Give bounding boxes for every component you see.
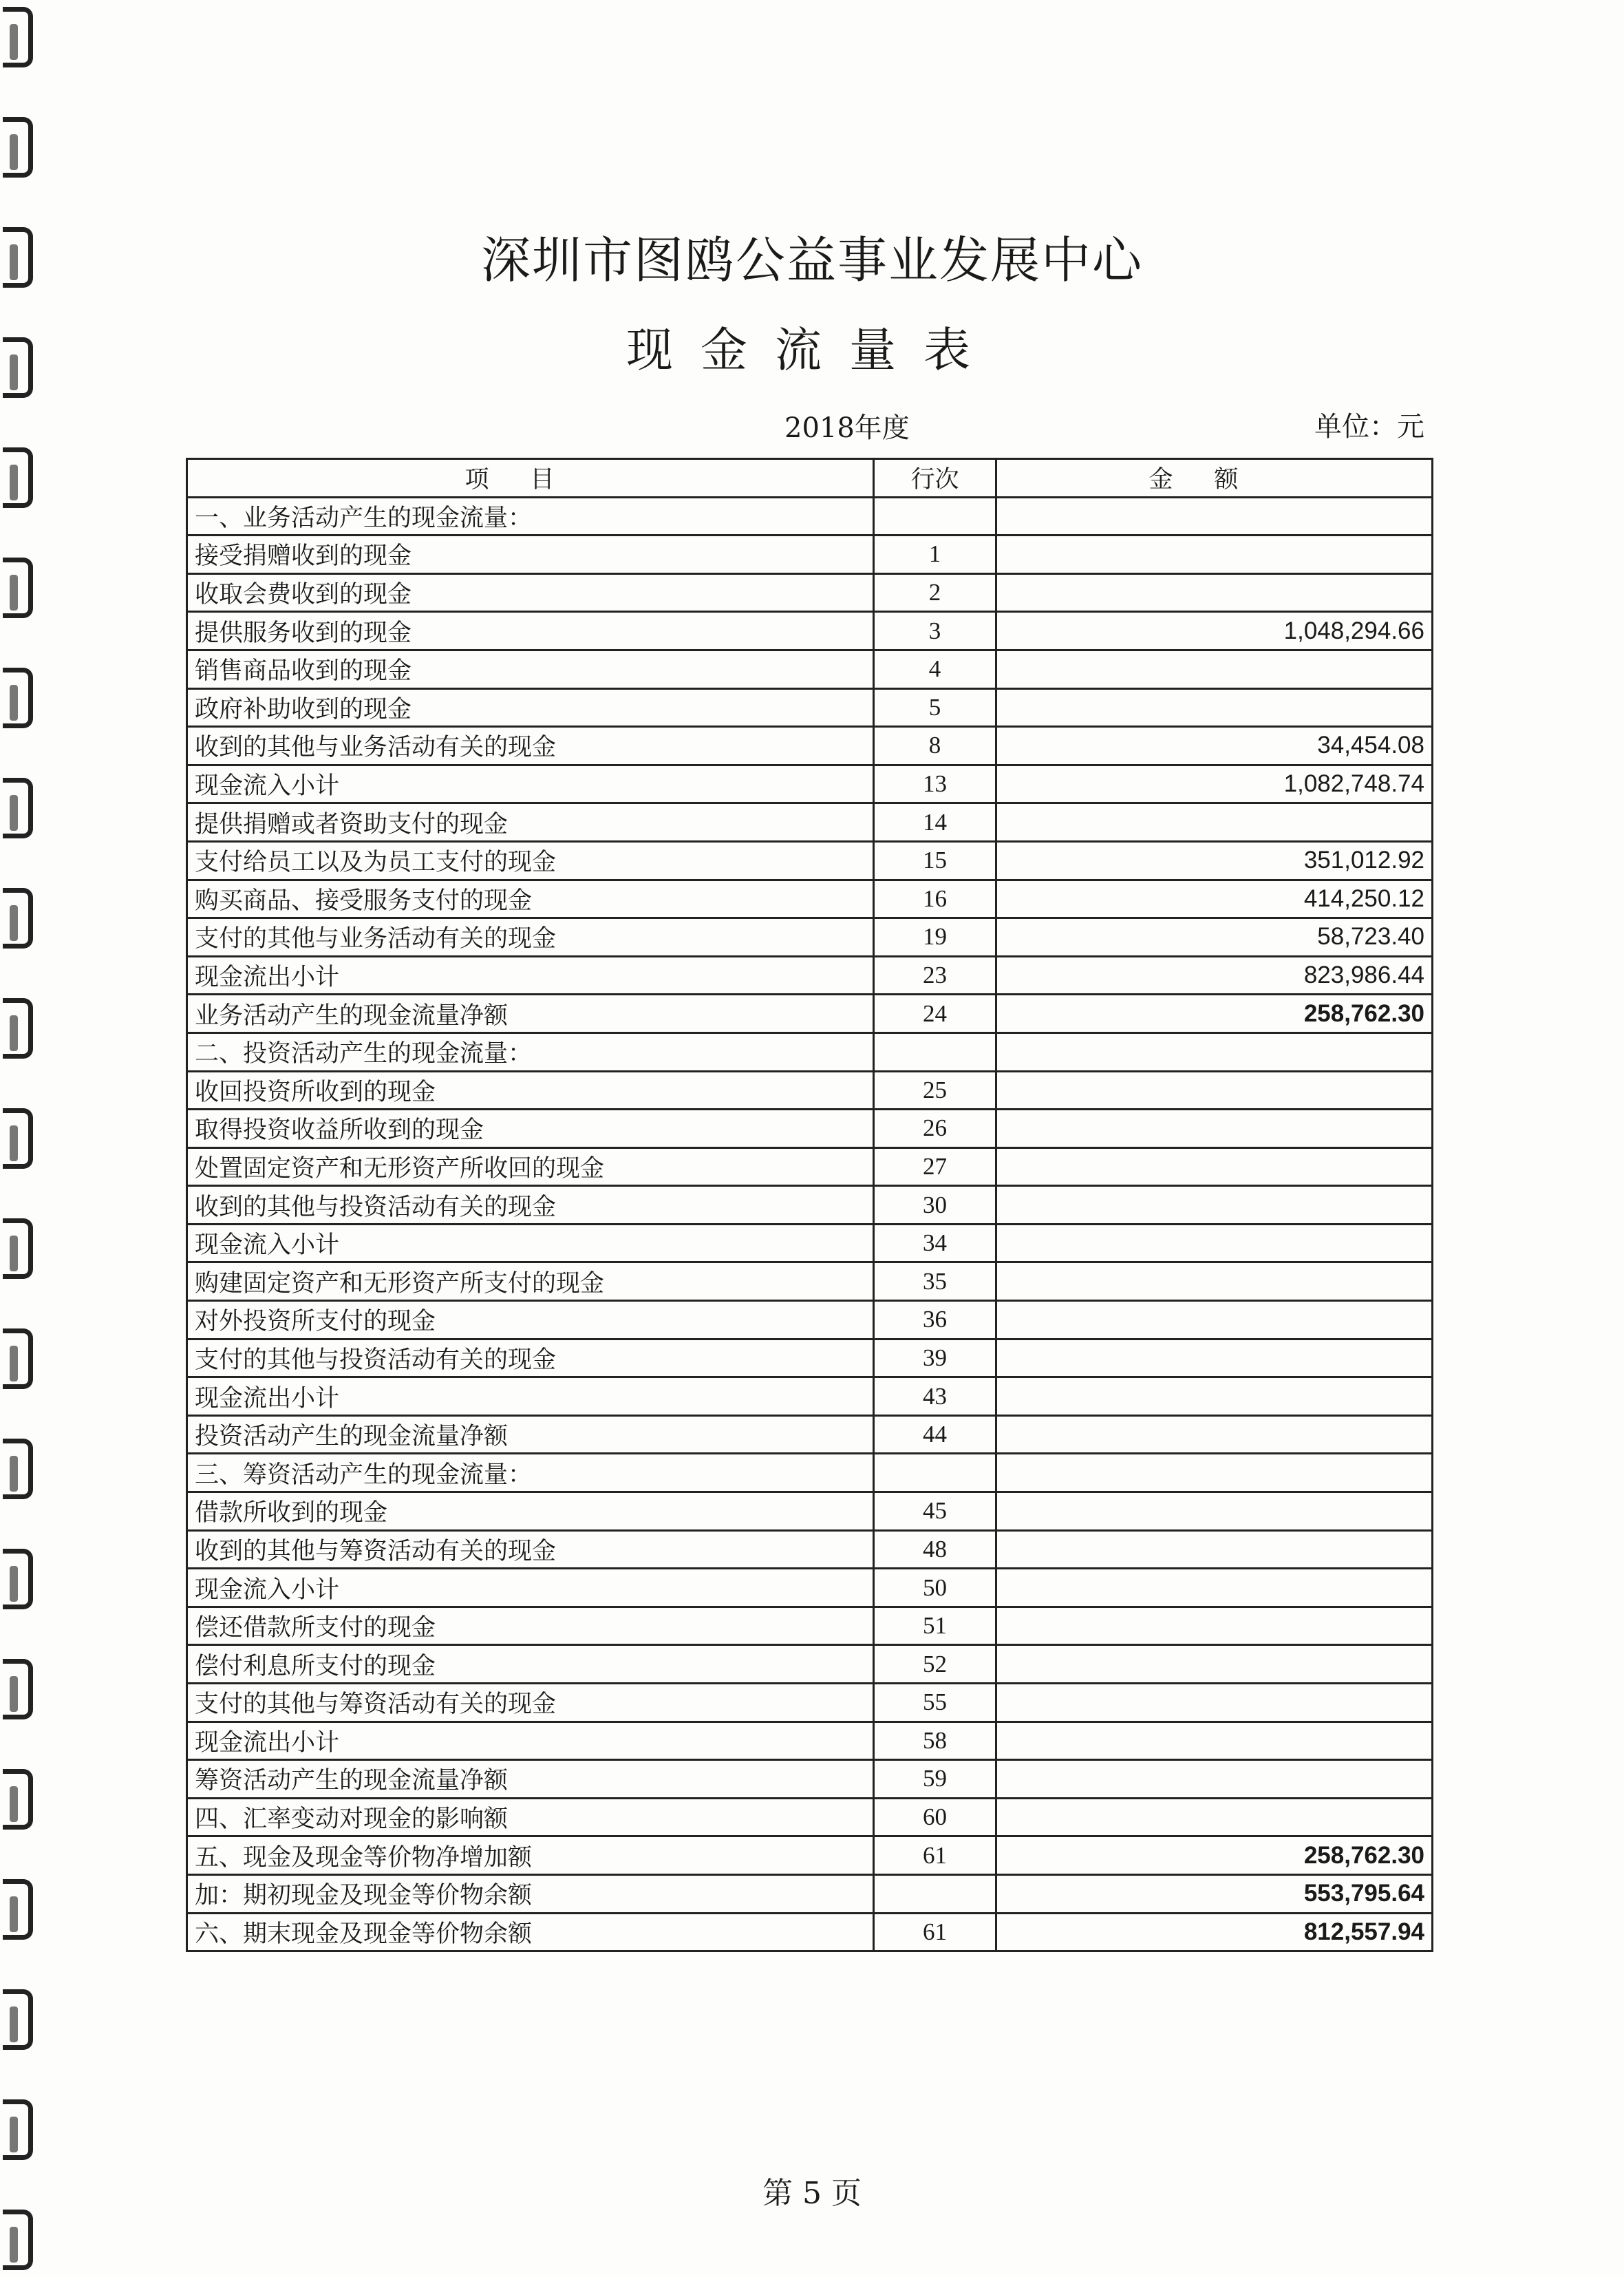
table-row [187, 1224, 1433, 1262]
binding-ring [3, 2099, 33, 2160]
table-row [187, 727, 1433, 765]
table-header-row [187, 459, 1433, 498]
row-number: 51 [874, 1607, 996, 1645]
row-amount [996, 1032, 1433, 1071]
binding-ring [3, 888, 33, 949]
row-item-label: 支付的其他与投资活动有关的现金 [187, 1339, 874, 1377]
table-row [187, 841, 1433, 880]
row-amount [996, 650, 1433, 688]
currency-unit: 单位：元 [1314, 411, 1424, 443]
table-row [187, 1415, 1433, 1454]
row-amount [996, 1339, 1433, 1377]
row-number [874, 497, 996, 536]
row-number: 59 [874, 1760, 996, 1799]
row-amount [996, 1760, 1433, 1799]
binding-ring [3, 1989, 33, 2050]
row-amount [996, 688, 1433, 727]
row-item-label: 现金流入小计 [187, 1224, 874, 1262]
binding-ring [3, 7, 33, 67]
row-number: 55 [874, 1684, 996, 1722]
row-item-label: 收回投资所收到的现金 [187, 1071, 874, 1110]
row-item-label: 政府补助收到的现金 [187, 688, 874, 727]
row-amount [996, 1684, 1433, 1722]
row-number: 61 [874, 1836, 996, 1875]
row-amount: 34,454.08 [996, 727, 1433, 765]
row-number: 34 [874, 1224, 996, 1262]
row-amount [996, 1110, 1433, 1148]
row-amount [996, 803, 1433, 842]
row-amount: 823,986.44 [996, 956, 1433, 995]
document-title: 现金流量表 [626, 324, 998, 378]
table-row [187, 650, 1433, 688]
row-number: 16 [874, 880, 996, 918]
table-row [187, 1874, 1433, 1913]
table-row [187, 573, 1433, 612]
table-row [187, 880, 1433, 918]
row-amount: 414,250.12 [996, 880, 1433, 918]
table-row [187, 1377, 1433, 1416]
table-row [187, 1836, 1433, 1875]
row-amount [996, 573, 1433, 612]
table-row [187, 1339, 1433, 1377]
table-row [187, 1684, 1433, 1722]
row-number: 23 [874, 956, 996, 995]
header-item: 项目 [187, 459, 874, 498]
row-item-label: 收到的其他与筹资活动有关的现金 [187, 1530, 874, 1569]
row-item-label: 借款所收到的现金 [187, 1492, 874, 1531]
fiscal-year: 2018年度 [784, 412, 910, 444]
row-item-label: 现金流入小计 [187, 1569, 874, 1607]
table-row [187, 1262, 1433, 1301]
binding-ring [3, 1328, 33, 1389]
row-number: 19 [874, 918, 996, 957]
binding-ring [3, 1218, 33, 1279]
row-amount [996, 1377, 1433, 1416]
organization-name: 深圳市图鸥公益事业发展中心 [480, 231, 1143, 289]
row-amount: 812,557.94 [996, 1913, 1433, 1951]
row-amount [996, 1301, 1433, 1339]
row-amount: 58,723.40 [996, 918, 1433, 957]
binding-ring [3, 558, 33, 618]
row-number: 61 [874, 1913, 996, 1951]
row-item-label: 处置固定资产和无形资产所收回的现金 [187, 1147, 874, 1186]
row-item-label: 现金流出小计 [187, 1722, 874, 1760]
row-item-label: 对外投资所支付的现金 [187, 1301, 874, 1339]
row-number: 27 [874, 1147, 996, 1186]
row-amount [996, 536, 1433, 574]
row-item-label: 业务活动产生的现金流量净额 [187, 995, 874, 1033]
row-item-label: 偿付利息所支付的现金 [187, 1645, 874, 1684]
row-amount: 258,762.30 [996, 995, 1433, 1033]
table-row [187, 1607, 1433, 1645]
row-amount [996, 1798, 1433, 1836]
table-row [187, 1147, 1433, 1186]
row-number: 60 [874, 1798, 996, 1836]
row-item-label: 购买商品、接受服务支付的现金 [187, 880, 874, 918]
row-amount [996, 1224, 1433, 1262]
table-row [187, 1913, 1433, 1951]
row-amount [996, 1722, 1433, 1760]
table-row [187, 803, 1433, 842]
table-row [187, 765, 1433, 803]
table-row [187, 995, 1433, 1033]
binding-ring [3, 1108, 33, 1169]
row-item-label: 提供捐赠或者资助支付的现金 [187, 803, 874, 842]
table-row [187, 497, 1433, 536]
row-number: 5 [874, 688, 996, 727]
row-item-label: 偿还借款所支付的现金 [187, 1607, 874, 1645]
row-item-label: 收到的其他与投资活动有关的现金 [187, 1186, 874, 1225]
row-number [874, 1454, 996, 1492]
row-amount [996, 1569, 1433, 1607]
table-row [187, 1454, 1433, 1492]
table-row [187, 1071, 1433, 1110]
row-item-label: 现金流出小计 [187, 956, 874, 995]
row-number: 3 [874, 612, 996, 650]
header-row-number: 行次 [874, 459, 996, 498]
row-item-label: 支付给员工以及为员工支付的现金 [187, 841, 874, 880]
cash-flow-table [186, 458, 1433, 1952]
row-amount [996, 1262, 1433, 1301]
row-number: 2 [874, 573, 996, 612]
row-amount [996, 1454, 1433, 1492]
row-number: 25 [874, 1071, 996, 1110]
row-number: 4 [874, 650, 996, 688]
row-number: 30 [874, 1186, 996, 1225]
row-number: 43 [874, 1377, 996, 1416]
row-item-label: 六、期末现金及现金等价物余额 [187, 1913, 874, 1951]
table-row [187, 1569, 1433, 1607]
binding-ring [3, 1659, 33, 1719]
table-row [187, 1186, 1433, 1225]
binding-ring [3, 117, 33, 178]
row-item-label: 现金流入小计 [187, 765, 874, 803]
row-item-label: 支付的其他与业务活动有关的现金 [187, 918, 874, 957]
row-number: 50 [874, 1569, 996, 1607]
row-amount [996, 1607, 1433, 1645]
row-number [874, 1032, 996, 1071]
row-item-label: 四、汇率变动对现金的影响额 [187, 1798, 874, 1836]
row-item-label: 筹资活动产生的现金流量净额 [187, 1760, 874, 1799]
table-row [187, 1798, 1433, 1836]
row-item-label: 支付的其他与筹资活动有关的现金 [187, 1684, 874, 1722]
row-number: 39 [874, 1339, 996, 1377]
row-number: 48 [874, 1530, 996, 1569]
row-item-label: 一、业务活动产生的现金流量： [187, 497, 874, 536]
row-amount: 1,048,294.66 [996, 612, 1433, 650]
row-item-label: 三、筹资活动产生的现金流量： [187, 1454, 874, 1492]
row-number: 13 [874, 765, 996, 803]
row-number: 15 [874, 841, 996, 880]
row-item-label: 收到的其他与业务活动有关的现金 [187, 727, 874, 765]
header-amount: 金额 [996, 459, 1433, 498]
row-amount [996, 1147, 1433, 1186]
table-row [187, 1492, 1433, 1531]
row-number: 45 [874, 1492, 996, 1531]
row-amount [996, 1071, 1433, 1110]
binding-ring [3, 1769, 33, 1830]
row-item-label: 二、投资活动产生的现金流量： [187, 1032, 874, 1071]
row-amount [996, 1645, 1433, 1684]
row-item-label: 现金流出小计 [187, 1377, 874, 1416]
table-row [187, 956, 1433, 995]
row-item-label: 取得投资收益所收到的现金 [187, 1110, 874, 1148]
row-amount [996, 1186, 1433, 1225]
binding-ring [3, 1879, 33, 1940]
binding-ring [3, 998, 33, 1059]
table-row [187, 1645, 1433, 1684]
binding-ring [3, 2210, 33, 2270]
table-row [187, 1530, 1433, 1569]
table-row [187, 918, 1433, 957]
row-item-label: 五、现金及现金等价物净增加额 [187, 1836, 874, 1875]
row-number: 44 [874, 1415, 996, 1454]
row-item-label: 接受捐赠收到的现金 [187, 536, 874, 574]
row-number: 52 [874, 1645, 996, 1684]
table-row [187, 536, 1433, 574]
table-row [187, 1760, 1433, 1799]
page-number: 第 5 页 [762, 2176, 862, 2211]
row-number: 8 [874, 727, 996, 765]
binding-ring [3, 778, 33, 838]
binding-ring [3, 668, 33, 728]
row-item-label: 收取会费收到的现金 [187, 573, 874, 612]
row-amount [996, 497, 1433, 536]
row-amount [996, 1530, 1433, 1569]
row-number: 58 [874, 1722, 996, 1760]
row-item-label: 投资活动产生的现金流量净额 [187, 1415, 874, 1454]
row-number: 24 [874, 995, 996, 1033]
row-number: 36 [874, 1301, 996, 1339]
binding-ring [3, 1549, 33, 1609]
row-item-label: 销售商品收到的现金 [187, 650, 874, 688]
binding-ring [3, 1439, 33, 1499]
row-number [874, 1874, 996, 1913]
table-row [187, 1722, 1433, 1760]
row-amount: 351,012.92 [996, 841, 1433, 880]
table-row [187, 1301, 1433, 1339]
row-amount [996, 1492, 1433, 1531]
row-number: 35 [874, 1262, 996, 1301]
table-row [187, 1032, 1433, 1071]
binding-ring [3, 447, 33, 508]
row-item-label: 提供服务收到的现金 [187, 612, 874, 650]
row-number: 1 [874, 536, 996, 574]
row-item-label: 购建固定资产和无形资产所支付的现金 [187, 1262, 874, 1301]
table-row [187, 1110, 1433, 1148]
row-amount: 1,082,748.74 [996, 765, 1433, 803]
row-amount [996, 1415, 1433, 1454]
table-row [187, 688, 1433, 727]
row-item-label: 加：期初现金及现金等价物余额 [187, 1874, 874, 1913]
table-row [187, 612, 1433, 650]
row-number: 14 [874, 803, 996, 842]
row-amount: 258,762.30 [996, 1836, 1433, 1875]
row-amount: 553,795.64 [996, 1874, 1433, 1913]
row-number: 26 [874, 1110, 996, 1148]
